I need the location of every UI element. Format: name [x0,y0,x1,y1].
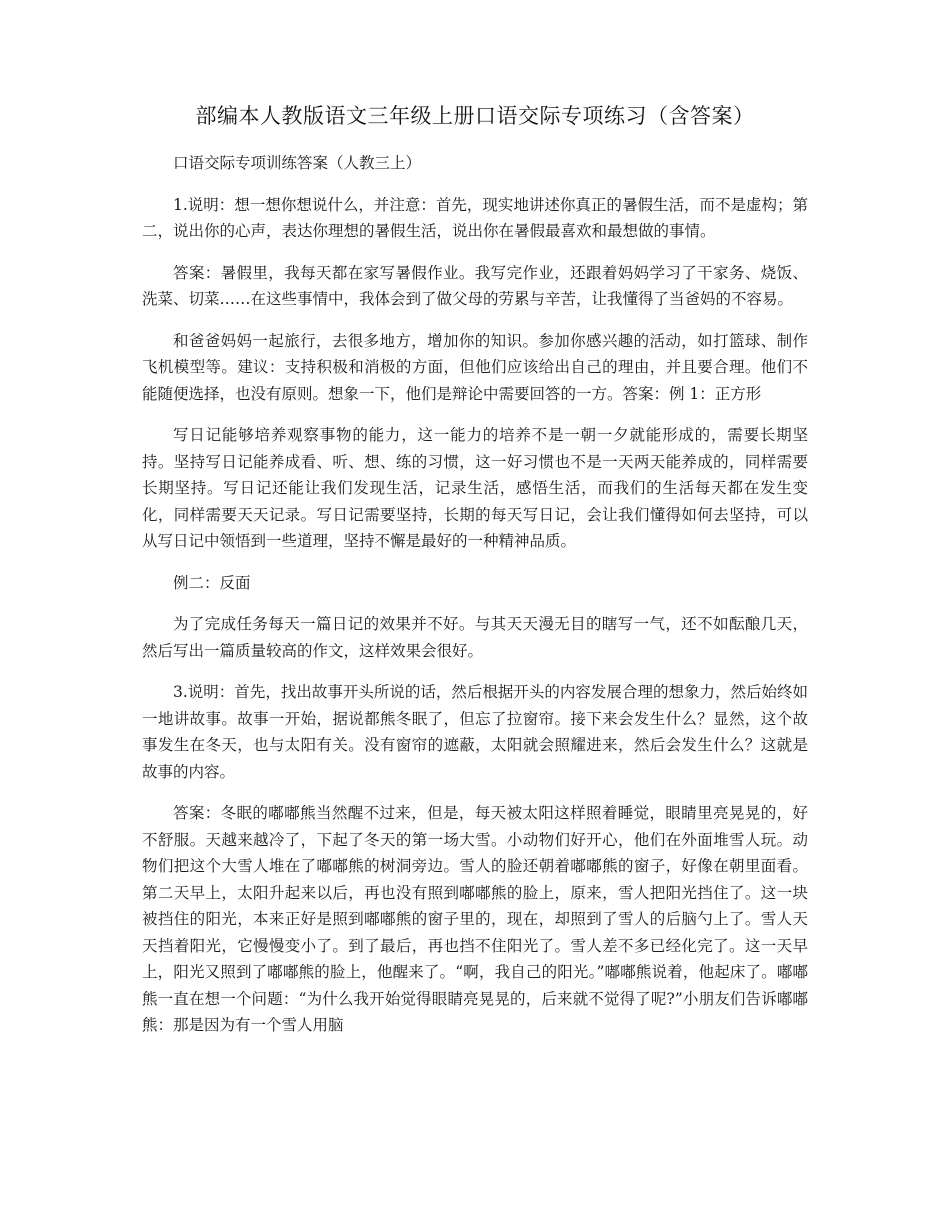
paragraph-example1-body: 写日记能够培养观察事物的能力，这一能力的培养不是一朝一夕就能形成的，需要长期坚持。坚持写日记能养成看、听、想、练的习惯，这一好习惯也不是一天两天能养成的，同样需要长期坚持。写日记还能让我们发现生活，记录生活，感悟生活，而我们的生活每天都在发生变化，同样需要天天记录。写日记需要坚持，长期的每天写日记，会让我们懂得如何去坚持，可以从写日记中领悟到一些道理，坚持不懈是最好的一种精神品质。 [142,426,808,550]
paragraph-q3-explanation: 3.说明：首先，找出故事开头所说的话，然后根据开头的内容发展合理的想象力，然后始终如一地讲故事。故事一开始，据说都熊冬眠了，但忘了拉窗帘。接下来会发生什么？显然，这个故事发生在冬天，也与太阳有关。没有窗帘的遮蔽，太阳就会照耀进来，然后会发生什么？这就是故事的内容。 [142,683,808,781]
paragraph-q2-suggestion: 和爸爸妈妈一起旅行，去很多地方，增加你的知识。参加你感兴趣的活动，如打篮球、制作飞机模型等。建议：支持积极和消极的方面，但他们应该给出自己的理由，并且要合理。他们不能随便选择，也没有原则。想象一下，他们是辩论中需要回答的一方。答案：例 1：正方形 [142,331,808,403]
paragraph-q1-explanation: 1.说明：想一想你想说什么，并注意：首先，现实地讲述你真正的暑假生活，而不是虚构；第二，说出你的心声，表达你理想的暑假生活，说出你在暑假最喜欢和最想做的事情。 [142,195,808,240]
paragraph-subtitle: 口语交际专项训练答案（人教三上） [173,154,422,172]
paragraph-example2-body: 为了完成任务每天一篇日记的效果并不好。与其天天漫无目的瞎写一气，还不如酝酿几天，然后写出一篇质量较高的作文，这样效果会很好。 [142,615,808,660]
document-title: 部编本人教版语文三年级上册口语交际专项练习（含答案） [195,104,755,128]
paragraph-example2-heading: 例二：反面 [173,573,251,592]
document-page [142,100,808,1054]
paragraph-q3-answer: 答案：冬眠的嘟嘟熊当然醒不过来，但是，每天被太阳这样照着睡觉，眼睛里亮晃晃的，好不舒服。天越来越冷了，下起了冬天的第一场大雪。小动物们好开心，他们在外面堆雪人玩。动物们把这个大雪人堆在了嘟嘟熊的树洞旁边。雪人的脸还朝着嘟嘟熊的窗子，好像在朝里面看。第二天早上，太阳升起来以后，再也没有照到嘟嘟熊的脸上，原来，雪人把阳光挡住了。这一块被挡住的阳光，本来正好是照到嘟嘟熊的窗子里的，现在，却照到了雪人的后脑勺上了。雪人天天挡着阳光，它慢慢变小了。到了最后，再也挡不住阳光了。雪人差不多已经化完了。这一天早上，阳光又照到了嘟嘟熊的脸上，他醒来了。“啊，我自己的阳光。”嘟嘟熊说着，他起床了。嘟嘟熊一直在想一个问题：“为什么我开始觉得眼睛亮晃晃的，后来就不觉得了呢?”小朋友们告诉嘟嘟熊：那是因为有一个雪人用脑 [142,804,808,1034]
paragraph-q1-answer: 答案：暑假里，我每天都在家写暑假作业。我写完作业，还跟着妈妈学习了干家务、烧饭、洗菜、切菜……在这些事情中，我体会到了做父母的劳累与辛苦，让我懂得了当爸妈的不容易。 [142,263,808,308]
